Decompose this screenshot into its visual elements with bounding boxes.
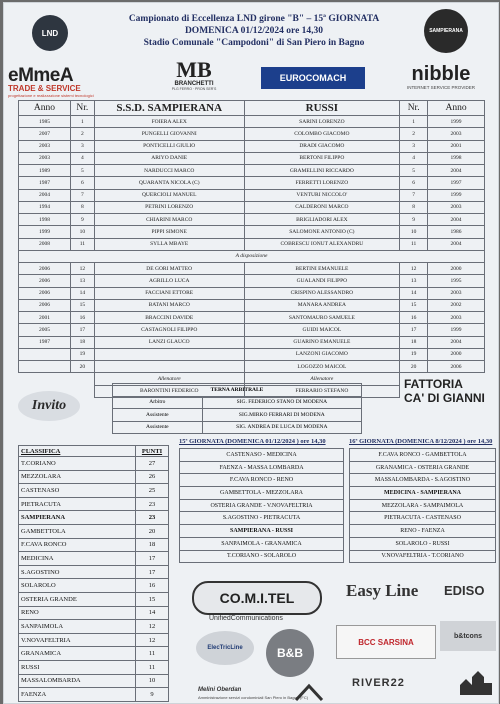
fixture-row xyxy=(180,461,344,474)
standings-team: CASTENASO xyxy=(19,484,136,498)
lineup-row xyxy=(19,238,485,250)
away-sub-number: 14 xyxy=(400,287,428,299)
home-sub-year: 1987 xyxy=(19,336,71,348)
home-sub-name xyxy=(94,348,244,360)
col-anno-away: Anno xyxy=(428,101,485,116)
away-sub-number: 20 xyxy=(400,361,428,373)
standings-team: RENO xyxy=(19,606,136,620)
away-sub-number: 16 xyxy=(400,312,428,324)
standings-row xyxy=(19,511,169,525)
fixture-match: OSTERIA GRANDE - V.NOVAFELTRIA xyxy=(180,499,344,512)
standings-team: F.CAVA RONCO xyxy=(19,538,136,552)
terna-arbitrale-title: TERNA ARBITRALE xyxy=(113,384,362,397)
fixture-row xyxy=(180,512,344,525)
home-player-number: 3 xyxy=(70,140,94,152)
home-player-year: 1985 xyxy=(19,116,71,128)
branchetti-logo xyxy=(164,59,224,91)
lineup-row xyxy=(19,201,485,213)
away-sub-name: LOGOZZO MAICOL xyxy=(244,361,400,373)
home-player-year: 2008 xyxy=(19,238,71,250)
standings-team: MEDICINA xyxy=(19,552,136,566)
away-sub-name: SANTOMAURO SAMUELE xyxy=(244,312,400,324)
sub-row xyxy=(19,275,485,287)
away-sub-year: 1999 xyxy=(428,324,485,336)
away-player-name: GRAMELLINI RICCARDO xyxy=(244,165,400,177)
lineup-row xyxy=(19,177,485,189)
standings-points: 12 xyxy=(136,633,169,647)
fattoria-line1: FATTORIA xyxy=(404,377,463,391)
away-player-number: 8 xyxy=(400,201,428,213)
home-player-year: 2003 xyxy=(19,152,71,164)
referee-role: Assistente xyxy=(113,421,203,434)
fixture-row xyxy=(350,499,496,512)
home-player-name: ARIYO DANIE xyxy=(94,152,244,164)
referee-name: SIG.MIRKO FERRARI DI MODENA xyxy=(202,409,361,422)
giornata-16-title: 16ª GIORNATA (DOMENICA 8/12/2024 ) ore 14,30 xyxy=(349,438,493,445)
home-sub-year: 2001 xyxy=(19,312,71,324)
lineup-row xyxy=(19,128,485,140)
nibble-logo xyxy=(389,63,493,90)
standings-team: V.NOVAFELTRIA xyxy=(19,633,136,647)
terna-arbitrale-table xyxy=(112,383,362,434)
away-player-number: 1 xyxy=(400,116,428,128)
town-silhouette-icon xyxy=(458,667,494,697)
sub-row xyxy=(19,312,485,324)
giornata-16-table xyxy=(349,448,496,563)
emmea-sub: TRADE & SERVICE xyxy=(8,84,81,93)
away-sub-name: GUARINO EMANUELE xyxy=(244,336,400,348)
fixture-match: F.CAVA RONCO - RENO xyxy=(180,474,344,487)
standings-team: SAMPIERANA xyxy=(19,511,136,525)
away-sub-name: GUIDI MAICOL xyxy=(244,324,400,336)
fixture-match: SANPAIMOLA - GRANAMICA xyxy=(180,537,344,550)
house-icon xyxy=(294,683,324,701)
home-sub-year: 2005 xyxy=(19,324,71,336)
referee-row xyxy=(113,396,362,409)
away-player-number: 10 xyxy=(400,226,428,238)
header-line-3: Stadio Comunale "Campodoni" di San Piero in Bagno xyxy=(143,38,365,48)
standings-team: GRANAMICA xyxy=(19,647,136,661)
edison-logo: EDISO xyxy=(444,583,485,598)
home-player-year: 2004 xyxy=(19,189,71,201)
away-player-number: 9 xyxy=(400,214,428,226)
home-player-year: 1994 xyxy=(19,201,71,213)
home-player-number: 11 xyxy=(70,238,94,250)
home-player-year: 1987 xyxy=(19,177,71,189)
standings-row xyxy=(19,647,169,661)
away-player-year: 1998 xyxy=(428,152,485,164)
fixture-row xyxy=(350,512,496,525)
fixture-match: V.NOVAFELTRIA - T.CORIANO xyxy=(350,550,496,563)
referee-role: Assistente xyxy=(113,409,203,422)
classifica-heading: CLASSIFICA xyxy=(19,446,136,457)
away-sub-number: 13 xyxy=(400,275,428,287)
home-player-name: PETRINI LORENZO xyxy=(94,201,244,213)
standings-team: GAMBETTOLA xyxy=(19,524,136,538)
away-sub-year: 2003 xyxy=(428,312,485,324)
home-sub-number: 13 xyxy=(70,275,94,287)
standings-team: FAENZA xyxy=(19,688,136,702)
away-sub-number: 19 xyxy=(400,348,428,360)
standings-team: SANPAIMOLA xyxy=(19,620,136,634)
home-player-year: 2007 xyxy=(19,128,71,140)
sampierana-logo: SAMPIERANA xyxy=(424,9,468,53)
nibble-name: nibble xyxy=(411,63,471,85)
fixture-row xyxy=(180,449,344,462)
home-sub-number: 15 xyxy=(70,299,94,311)
away-player-name: SARINI LORENZO xyxy=(244,116,400,128)
standings-points: 20 xyxy=(136,524,169,538)
home-sub-number: 14 xyxy=(70,287,94,299)
away-team-heading: RUSSI xyxy=(244,101,400,116)
home-player-number: 1 xyxy=(70,116,94,128)
referee-row xyxy=(113,421,362,434)
fattoria-line2: CA' DI GIANNI xyxy=(404,391,485,405)
standings-team: OSTERIA GRANDE xyxy=(19,592,136,606)
home-sub-year: 2006 xyxy=(19,275,71,287)
away-player-name: BRIGLIADORI ALEX xyxy=(244,214,400,226)
home-player-name: FOIERA ALEX xyxy=(94,116,244,128)
away-sub-year: 2000 xyxy=(428,348,485,360)
standings-points: 12 xyxy=(136,620,169,634)
away-sub-name: GUALANDI FILIPPO xyxy=(244,275,400,287)
away-player-name: CALDERONI MARCO xyxy=(244,201,400,213)
home-sub-year xyxy=(19,361,71,373)
away-player-number: 11 xyxy=(400,238,428,250)
home-sub-name: AGRILLO LUCA xyxy=(94,275,244,287)
away-player-number: 5 xyxy=(400,165,428,177)
home-sub-number: 12 xyxy=(70,263,94,275)
away-player-number: 3 xyxy=(400,140,428,152)
home-sub-number: 18 xyxy=(70,336,94,348)
lineup-row xyxy=(19,140,485,152)
fixture-row xyxy=(180,499,344,512)
home-player-year: 2003 xyxy=(19,140,71,152)
sub-row xyxy=(19,287,485,299)
home-player-name: NARDUCCI MARCO xyxy=(94,165,244,177)
standings-row xyxy=(19,470,169,484)
standings-row xyxy=(19,565,169,579)
fixture-match: SOLAROLO - RUSSI xyxy=(350,537,496,550)
sub-row xyxy=(19,361,485,373)
standings-team: S.AGOSTINO xyxy=(19,565,136,579)
home-player-number: 5 xyxy=(70,165,94,177)
home-player-number: 2 xyxy=(70,128,94,140)
giornata-15-title: 15ª GIORNATA (DOMENICA 01/12/2024 ) ore 14,30 xyxy=(179,438,326,445)
comitel-name: CO.M.I.TEL xyxy=(219,590,295,606)
standings-team: PIETRACUTA xyxy=(19,497,136,511)
emmea-small: progettazione e realizzazione sistemi tecnologici xyxy=(8,93,94,98)
away-player-number: 4 xyxy=(400,152,428,164)
standings-points: 10 xyxy=(136,674,169,688)
pizzeria-invito-name: Invito xyxy=(31,398,67,413)
referee-row xyxy=(113,409,362,422)
away-sub-year: 2002 xyxy=(428,299,485,311)
away-sub-year: 2006 xyxy=(428,361,485,373)
standings-points: 14 xyxy=(136,606,169,620)
away-player-year: 1999 xyxy=(428,116,485,128)
allenatore-label-home: Allenatore xyxy=(94,373,244,385)
standings-points: 23 xyxy=(136,511,169,525)
standings-row xyxy=(19,524,169,538)
branchetti-sub: PLG FERRO · PRON SER'S xyxy=(171,87,217,91)
away-player-name: FERRETTI LORENZO xyxy=(244,177,400,189)
home-sub-name: LANZI GLAUCO xyxy=(94,336,244,348)
fixture-row xyxy=(180,525,344,538)
away-player-year: 1999 xyxy=(428,189,485,201)
away-player-year: 2003 xyxy=(428,128,485,140)
fixture-row xyxy=(350,525,496,538)
document-sheet xyxy=(3,2,499,704)
standings-row xyxy=(19,552,169,566)
away-sub-year: 1995 xyxy=(428,275,485,287)
away-sub-name: CRISPINO ALESSANDRO xyxy=(244,287,400,299)
fixture-match: CASTENASO - MEDICINA xyxy=(180,449,344,462)
river22-logo: RIVER22 xyxy=(352,677,405,689)
away-sub-number: 17 xyxy=(400,324,428,336)
home-player-number: 4 xyxy=(70,152,94,164)
standings-team: T.CORIANO xyxy=(19,457,136,471)
home-sub-name: FACCIANI ETTORE xyxy=(94,287,244,299)
fixture-match: GRANAMICA - OSTERIA GRANDE xyxy=(350,461,496,474)
standings-points: 9 xyxy=(136,688,169,702)
comitel-sub: UnifiedCommunications xyxy=(209,615,283,622)
standings-team: RUSSI xyxy=(19,660,136,674)
home-player-name: PIPPI SIMONE xyxy=(94,226,244,238)
away-player-name: SALOMONE ANTONIO (C) xyxy=(244,226,400,238)
away-player-number: 2 xyxy=(400,128,428,140)
standings-points: 26 xyxy=(136,470,169,484)
home-player-year: 1999 xyxy=(19,226,71,238)
referee-role: Arbitro xyxy=(113,396,203,409)
home-player-number: 7 xyxy=(70,189,94,201)
fixture-row xyxy=(350,449,496,462)
fattoria-logo xyxy=(404,377,496,405)
standings-row xyxy=(19,579,169,593)
bb-logo: B&B xyxy=(266,629,314,677)
lnd-logo: LND xyxy=(32,15,68,51)
standings-points: 27 xyxy=(136,457,169,471)
away-sub-year: 2003 xyxy=(428,287,485,299)
fixture-match: MEDICINA - SAMPIERANA xyxy=(350,487,496,500)
melini-sub: Amministrazione servizi condominiali San Piero in Bagno (FC) xyxy=(198,695,309,700)
lineup-row xyxy=(19,152,485,164)
fixture-match: SAMPIERANA - RUSSI xyxy=(180,525,344,538)
home-sub-year: 2006 xyxy=(19,263,71,275)
standings-row xyxy=(19,497,169,511)
standings-row xyxy=(19,484,169,498)
home-team-heading: S.S.D. SAMPIERANA xyxy=(94,101,244,116)
home-sub-name: BATANI MARCO xyxy=(94,299,244,311)
standings-row xyxy=(19,538,169,552)
fixture-row xyxy=(350,474,496,487)
home-player-year: 1989 xyxy=(19,165,71,177)
fixture-match: MEZZOLARA - SAMPAIMOLA xyxy=(350,499,496,512)
col-nr-away: Nr. xyxy=(400,101,428,116)
easyline-logo: Easy Line xyxy=(346,581,419,600)
fixture-match: GAMBETTOLA - MEZZOLARA xyxy=(180,487,344,500)
giornata-15-table xyxy=(179,448,344,563)
standings-row xyxy=(19,606,169,620)
standings-points: 23 xyxy=(136,497,169,511)
home-sub-year: 2006 xyxy=(19,299,71,311)
fixture-match: PIETRACUTA - CASTENASO xyxy=(350,512,496,525)
home-player-number: 9 xyxy=(70,214,94,226)
away-player-name: COBRESCU IONUT ALEXANDRU xyxy=(244,238,400,250)
col-nr-home: Nr. xyxy=(70,101,94,116)
away-player-name: BERTONI FILIPPO xyxy=(244,152,400,164)
standings-points: 17 xyxy=(136,565,169,579)
away-sub-number: 15 xyxy=(400,299,428,311)
nibble-sub: INTERNET SERVICE PROVIDER xyxy=(406,85,476,90)
away-sub-year: 2004 xyxy=(428,336,485,348)
home-player-name: CHIARINI MARCO xyxy=(94,214,244,226)
classifica-table xyxy=(18,445,169,702)
fixture-row xyxy=(180,474,344,487)
standings-row xyxy=(19,592,169,606)
standings-points: 18 xyxy=(136,538,169,552)
home-sub-number: 19 xyxy=(70,348,94,360)
home-coach: BARONTINI FEDERICO xyxy=(94,385,244,397)
fixture-row xyxy=(180,550,344,563)
away-sub-name: LANZONI GIACOMO xyxy=(244,348,400,360)
pizzeria-invito-logo xyxy=(18,391,80,421)
home-player-name: QUARANTA NICOLA (C) xyxy=(94,177,244,189)
home-sub-name: CASTAGNOLI FILIPPO xyxy=(94,324,244,336)
referee-name: SIG. FEDERICO STANO DI MODENA xyxy=(202,396,361,409)
comitel-logo xyxy=(192,581,322,615)
standings-points: 11 xyxy=(136,647,169,661)
home-sub-number: 16 xyxy=(70,312,94,324)
sub-row xyxy=(19,324,485,336)
home-player-year: 1998 xyxy=(19,214,71,226)
fixture-row xyxy=(180,537,344,550)
a-disposizione-label: A disposizione xyxy=(19,250,485,262)
electricline-logo: ElecTricLine xyxy=(196,631,254,665)
top-sponsors xyxy=(4,59,498,103)
away-player-year: 2004 xyxy=(428,214,485,226)
emmea-logo xyxy=(8,65,156,98)
branchetti-mark-icon: MB xyxy=(176,57,212,82)
lineup-row xyxy=(19,214,485,226)
standings-team: MEZZOLARA xyxy=(19,470,136,484)
fixture-match: F.CAVA RONCO - GAMBETTOLA xyxy=(350,449,496,462)
standings-points: 11 xyxy=(136,660,169,674)
home-player-name: SYLLA MBAYE xyxy=(94,238,244,250)
col-anno-home: Anno xyxy=(19,101,71,116)
header-line-2: DOMENICA 01/12/2024 ore 14,30 xyxy=(184,26,324,36)
sub-row xyxy=(19,263,485,275)
sub-row xyxy=(19,348,485,360)
away-player-name: COLOMBO GIACOMO xyxy=(244,128,400,140)
sub-row xyxy=(19,336,485,348)
emmea-name: eMmeA xyxy=(8,65,74,86)
away-sub-number: 12 xyxy=(400,263,428,275)
standings-row xyxy=(19,457,169,471)
fixture-row xyxy=(350,550,496,563)
standings-row xyxy=(19,674,169,688)
standings-points: 16 xyxy=(136,579,169,593)
away-player-number: 6 xyxy=(400,177,428,189)
bcc-sarsina-logo: BCC SARSINA xyxy=(336,625,436,659)
away-player-year: 2003 xyxy=(428,201,485,213)
home-player-number: 6 xyxy=(70,177,94,189)
fixture-row xyxy=(180,487,344,500)
allenatore-label-away: Allenatore xyxy=(244,373,400,385)
header-line-1: Campionato di Eccellenza LND girone "B" – 15ª GIORNATA xyxy=(128,14,380,24)
fixture-match: FAENZA - MASSA LOMBARDA xyxy=(180,461,344,474)
standings-row xyxy=(19,688,169,702)
punti-heading: PUNTI xyxy=(136,446,169,457)
home-player-name: PUNGELLI GIOVANNI xyxy=(94,128,244,140)
away-player-year: 2001 xyxy=(428,140,485,152)
home-sub-number: 20 xyxy=(70,361,94,373)
fixture-row xyxy=(350,537,496,550)
standings-row xyxy=(19,620,169,634)
home-sub-name: DE GORI MATTEO xyxy=(94,263,244,275)
melini-name: Melini Oberdan xyxy=(198,687,242,693)
fixture-match: S.AGOSTINO - PIETRACUTA xyxy=(180,512,344,525)
home-player-name: PONTICELLI GIULIO xyxy=(94,140,244,152)
home-sub-year xyxy=(19,348,71,360)
away-sub-year: 2000 xyxy=(428,263,485,275)
lineup-row xyxy=(19,116,485,128)
fixture-row xyxy=(350,461,496,474)
away-sub-name: MANARA ANDREA xyxy=(244,299,400,311)
fixture-match: RENO - FAENZA xyxy=(350,525,496,538)
lineup-table xyxy=(18,100,485,398)
standings-row xyxy=(19,660,169,674)
away-player-name: VENTURI NICCOLO' xyxy=(244,189,400,201)
standings-points: 25 xyxy=(136,484,169,498)
branchetti-name: BRANCHETTI xyxy=(174,81,214,87)
away-player-year: 2004 xyxy=(428,238,485,250)
standings-team: MASSALOMBARDA xyxy=(19,674,136,688)
referee-name: SIG. ANDREA DE LUCA DI MODENA xyxy=(202,421,361,434)
away-coach: FERRARIO STEFANO xyxy=(244,385,400,397)
lineup-row xyxy=(19,165,485,177)
away-player-year: 1997 xyxy=(428,177,485,189)
away-player-year: 2004 xyxy=(428,165,485,177)
fixture-match: T.CORIANO - SOLAROLO xyxy=(180,550,344,563)
away-player-number: 7 xyxy=(400,189,428,201)
away-player-year: 1986 xyxy=(428,226,485,238)
standings-row xyxy=(19,633,169,647)
standings-points: 17 xyxy=(136,552,169,566)
sub-row xyxy=(19,299,485,311)
home-player-number: 8 xyxy=(70,201,94,213)
away-player-name: DRADI GIACOMO xyxy=(244,140,400,152)
lineup-row xyxy=(19,189,485,201)
home-player-number: 10 xyxy=(70,226,94,238)
fixture-row xyxy=(350,487,496,500)
fixture-match: MASSALOMBARDA - S.AGOSTINO xyxy=(350,474,496,487)
away-sub-number: 18 xyxy=(400,336,428,348)
home-player-name: QUERCIOLI MANUEL xyxy=(94,189,244,201)
home-sub-name xyxy=(94,361,244,373)
away-sub-name: BERTINI EMANUELE xyxy=(244,263,400,275)
standings-team: SOLAROLO xyxy=(19,579,136,593)
standings-points: 15 xyxy=(136,592,169,606)
home-sub-year: 2006 xyxy=(19,287,71,299)
home-sub-name: BRACCINI DAVIDE xyxy=(94,312,244,324)
eurocomach-logo: EUROCOMACH xyxy=(261,67,365,89)
lineup-row xyxy=(19,226,485,238)
home-sub-number: 17 xyxy=(70,324,94,336)
btcons-logo: b&tcons xyxy=(440,621,496,651)
